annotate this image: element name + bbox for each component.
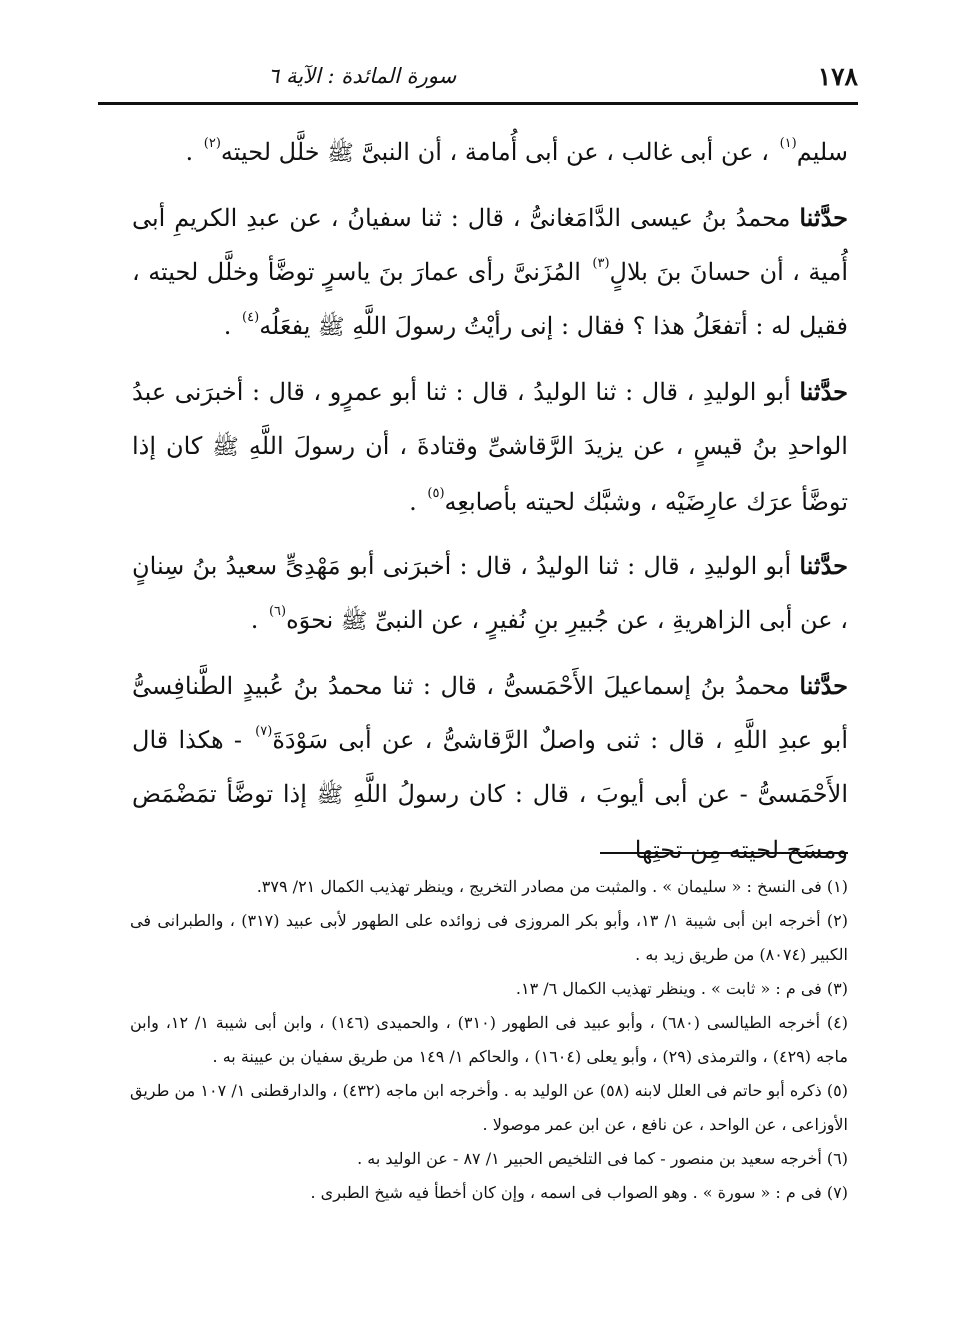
main-text [132,125,848,887]
footnote-3: (٣) فى م : « ثابت » . وينظر تهذيب الكمال ٦/ ١٣. [515,979,848,998]
footnote-6: (٦) أخرجه سعيد بن منصور - كما فى التلخيص الحبير ١/ ٨٧ - عن الوليد به . [357,1149,848,1168]
paragraph-2 [132,191,848,355]
footnote-4: (٤) أخرجه الطيالسى (٦٨٠) ، وأبو عبيد فى الطهور (٣١٠) ، والحميدى (١٤٦) ، وابن أبى شيبة ١/ ١٢، وابن ماجه (٤٢٩) ، والترمذى (٢٩) ، وأبو يعلى (١٦٠٤) ، والحاكم ١/ ١٤٩ من طريق سفيان بن عيينة به . [130,1013,849,1066]
footnote-ref[interactable]: (٧) [255,724,273,739]
page-header [98,52,858,100]
text-segment: إذا توضَّأ تمَضْمَض ومسَح لحيته مِن تحتِها [132,780,848,864]
footnotes [130,870,848,1210]
hadith-lead: حدَّثنا [799,377,848,406]
footnote-1: (١) فى النسخ : « سليمان » . والمثبت من مصادر التخريج ، وينظر تهذيب الكمال ٢١/ ٣٧٩. [256,877,848,896]
footnote-ref[interactable]: (١) [779,136,797,151]
footnote-ref[interactable]: (٥) [427,486,445,501]
text-segment: . [223,312,240,340]
page-number: ١٧٨ [817,61,858,91]
paragraph-4 [132,539,848,649]
footnote-ref[interactable]: (٦) [268,604,287,619]
footnote-ref[interactable]: (٣) [592,256,610,271]
hadith-lead: حدَّثنا [799,551,848,580]
text-segment: محمدُ بنُ إسماعيلَ الأَحْمَسىُّ ، قال : ثنا محمدُ بنُ عُبيدٍ الطَّنافِسىُّ أبو عبدِ اللَّهِ ، قال : ثنى واصلٌ الرَّقاشىُّ ، عن أبى سَوْدَةَ [132,672,848,754]
text-segment: أبو الوليدِ ، قال : ثنا الوليدُ ، قال : أخبرَنى أبو مَهْدِىٍّ سعيدُ بنُ سِنانٍ ، عن أبى الزاهريةِ ، عن جُبيرِ بنِ نُفيرٍ ، عن النبىِّ [132,552,848,634]
footnote-7: (٧) فى م : « سورة » . وهو الصواب فى اسمه ، وإن كان أخطأ فيه شيخ الطبرى . [310,1183,848,1202]
footnote-2: (٢) أخرجه ابن أبى شيبة ١/ ١٣، وأبو بكر المروزى فى زوائده على الطهور لأبى عبيد (٣١٧) ، والطبرانى فى الكبير (٨٠٧٤) من طريق زيد به . [130,911,848,964]
footnote-5: (٥) ذكره أبو حاتم فى العلل لابنه (٥٨) عن الوليد به . وأخرجه ابن ماجه (٤٣٢) ، والدارقطنى ١/ ١٠٧ من طريق الأوزاعى ، عن الواحد ، عن نافع ، عن ابن عمر موصولا . [130,1081,849,1134]
salawat-symbol: ﷺ [340,609,368,634]
hadith-lead: حدَّثنا [799,203,848,232]
text-segment: سليم [796,138,848,166]
salawat-symbol: ﷺ [316,783,344,808]
running-title: سورة المائدة : الآية ٦ [268,64,457,88]
paragraph-1 [132,125,848,181]
text-segment: . [250,606,266,634]
footnote-ref[interactable]: (٢) [203,136,221,151]
paragraph-5 [132,659,848,877]
paragraph-3 [132,365,848,529]
text-segment: . [185,138,201,166]
header-rule [98,102,858,105]
hadith-lead: حدَّثنا [799,671,848,700]
text-segment: محمدُ بنُ عيسى الدَّامَغانىُّ ، قال : ثنا سفيانُ ، عن عبدِ الكريمِ أبى أُمية ، أن حسانَ بنَ بلالٍ [132,204,848,286]
text-segment: أبو الوليدِ ، قال : ثنا الوليدُ ، قال : ثنا أبو عمرٍو ، قال : أخبرَنى عبدُ الواحدِ بنُ قيسٍ ، عن يزيدَ الرَّقاشىِّ وقتادةَ ، أن رسولَ اللَّهِ [132,378,848,460]
salawat-symbol: ﷺ [327,141,354,166]
footnote-ref[interactable]: (٤) [242,310,260,325]
text-segment: يفعَلُه [259,312,319,340]
salawat-symbol: ﷺ [318,315,345,340]
text-segment: المُزَنىَّ رأى عمارَ بنَ ياسرٍ توضَّأ وخلَّل لحيته ، فقيل له : أتفعَلُ هذا ؟ فقال : إنى رأيْتُ رسولَ اللَّهِ [132,258,848,340]
text-segment: كان إذا توضَّأ عرَك عارِضَيْه ، وشبَّك لحيته بأصابعِه [132,432,848,516]
text-segment: - هكذا قال الأَحْمَسىُّ - عن أبى أيوبَ ، قال : كان رسولُ اللَّهِ [132,726,848,808]
text-segment: نحوَه [286,606,341,634]
salawat-symbol: ﷺ [212,435,239,460]
text-segment: . [409,488,425,516]
text-segment: ، عن أبى غالب ، عن أبى أُمامة ، أن النبىَّ [353,138,777,166]
footnote-separator [600,852,848,854]
text-segment: خلَّل لحيته [220,138,328,166]
